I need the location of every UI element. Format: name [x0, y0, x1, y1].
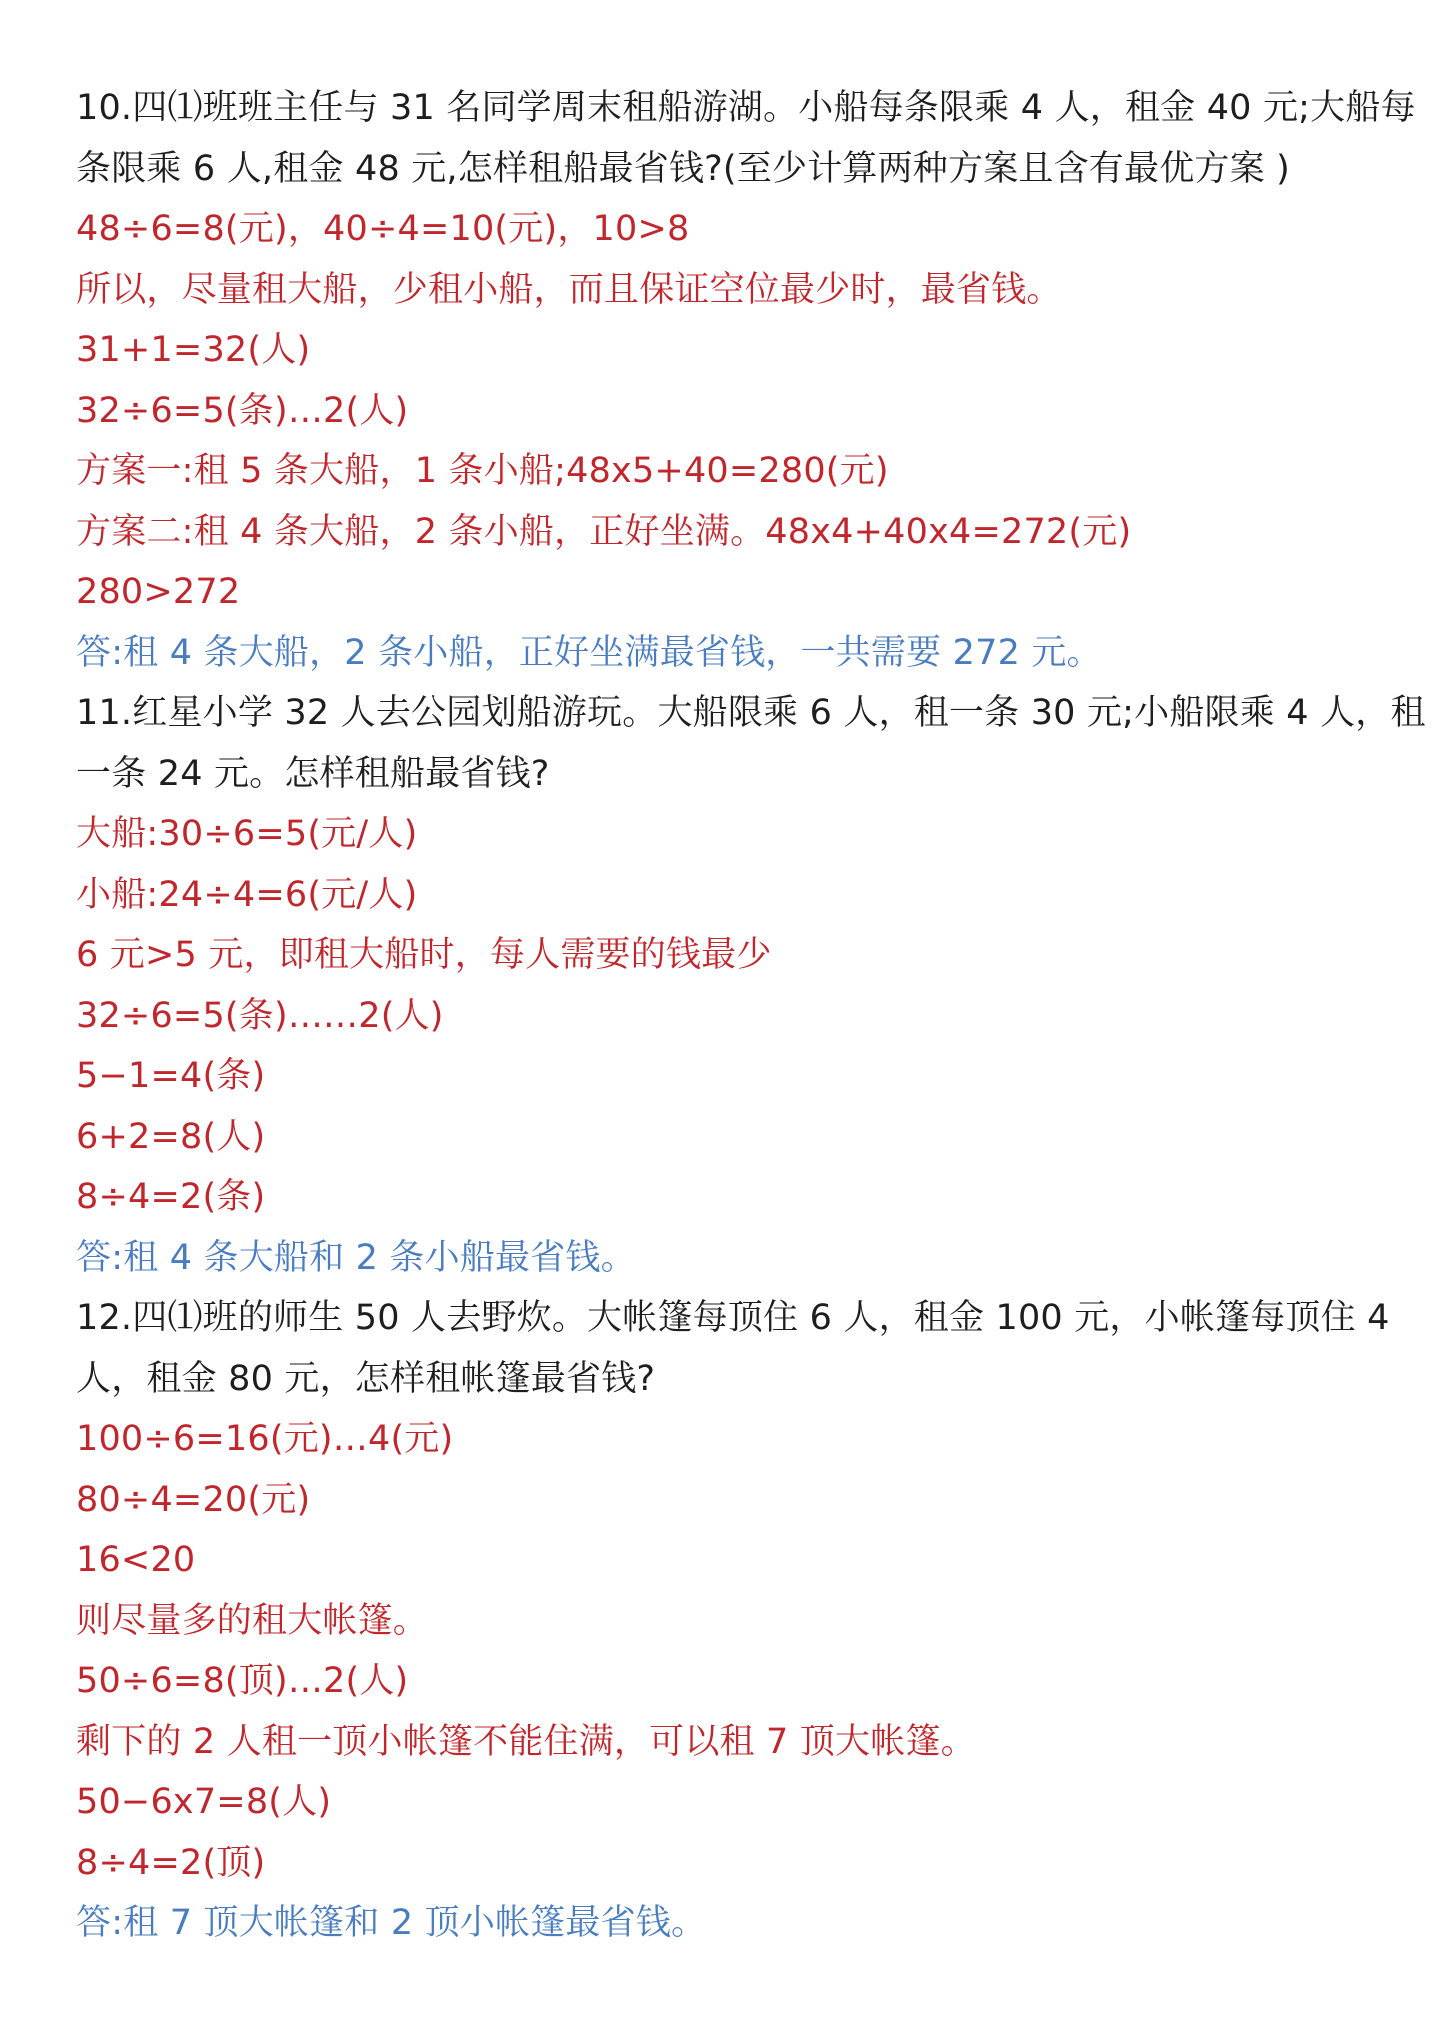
- problem-10-question-line-2: 条限乘 6 人,租金 48 元,怎样租船最省钱?(至少计算两种方案且含有最优方案 ): [76, 148, 1290, 189]
- problem-12-solution-step-5: 50÷6=8(顶)…2(人): [76, 1661, 409, 1701]
- problem-11-solution-step-3: 6 元>5 元，即租大船时，每人需要的钱最少: [76, 935, 772, 975]
- problem-10-solution-step-3: 31+1=32(人): [76, 330, 311, 370]
- problem-11-solution-step-4: 32÷6=5(条)……2(人): [76, 995, 444, 1036]
- problem-11-solution-step-6: 6+2=8(人): [76, 1116, 266, 1157]
- problem-10-solution-step-2: 所以，尽量租大船，少租小船，而且保证空位最少时，最省钱。: [76, 269, 1062, 310]
- problem-11-solution-step-5: 5−1=4(条): [76, 1056, 266, 1096]
- worksheet-page: [76, 78, 1426, 1954]
- problem-12-question-line-1: 12.四⑴班的师生 50 人去野炊。大帐篷每顶住 6 人，租金 100 元，小帐篷每顶住 4: [76, 1298, 1390, 1338]
- problem-10-solution-step-6: 方案二:租 4 条大船，2 条小船，正好坐满。48x4+40x4=272(元): [76, 511, 1132, 552]
- problem-10-solution-step-1: 48÷6=8(元)，40÷4=10(元)，10>8: [76, 209, 690, 249]
- problem-10: [76, 78, 1416, 683]
- problem-11-question-line-2: 一条 24 元。怎样租船最省钱?: [76, 753, 550, 794]
- problem-11-solution-step-1: 大船:30÷6=5(元/人): [76, 814, 418, 854]
- problem-12-solution-step-8: 8÷4=2(顶): [76, 1842, 266, 1883]
- problem-12-question-line-2: 人，租金 80 元，怎样租帐篷最省钱?: [76, 1358, 656, 1399]
- problem-12: [76, 1288, 1390, 1954]
- problem-10-solution-step-5: 方案一:租 5 条大船，1 条小船;48x5+40=280(元): [76, 451, 889, 491]
- problem-12-solution-step-2: 80÷4=20(元): [76, 1479, 311, 1520]
- problem-12-solution-step-1: 100÷6=16(元)…4(元): [76, 1419, 454, 1459]
- problem-12-solution-step-6: 剩下的 2 人租一顶小帐篷不能住满，可以租 7 顶大帐篷。: [76, 1721, 976, 1762]
- problem-11-solution-step-2: 小船:24÷4=6(元/人): [76, 874, 418, 915]
- problem-12-solution-step-7: 50−6x7=8(人): [76, 1782, 332, 1822]
- problem-11-solution-step-7: 8÷4=2(条): [76, 1177, 266, 1217]
- problem-12-solution-step-4: 则尽量多的租大帐篷。: [76, 1600, 429, 1641]
- problem-11: [76, 683, 1426, 1288]
- problem-12-solution-step-3: 16<20: [76, 1540, 196, 1580]
- problem-10-answer: 答:租 4 条大船，2 条小船，正好坐满最省钱，一共需要 272 元。: [76, 632, 1102, 673]
- problem-11-answer: 答:租 4 条大船和 2 条小船最省钱。: [76, 1237, 636, 1278]
- problem-10-solution-step-7: 280>272: [76, 572, 241, 612]
- problem-11-question-line-1: 11.红星小学 32 人去公园划船游玩。大船限乘 6 人，租一条 30 元;小船限乘 4 人，租: [76, 693, 1426, 733]
- problem-12-answer: 答:租 7 顶大帐篷和 2 顶小帐篷最省钱。: [76, 1903, 707, 1943]
- problem-10-solution-step-4: 32÷6=5(条)…2(人): [76, 390, 409, 431]
- problem-10-question-line-1: 10.四⑴班班主任与 31 名同学周末租船游湖。小船每条限乘 4 人，租金 40 元;大船每: [76, 88, 1416, 128]
